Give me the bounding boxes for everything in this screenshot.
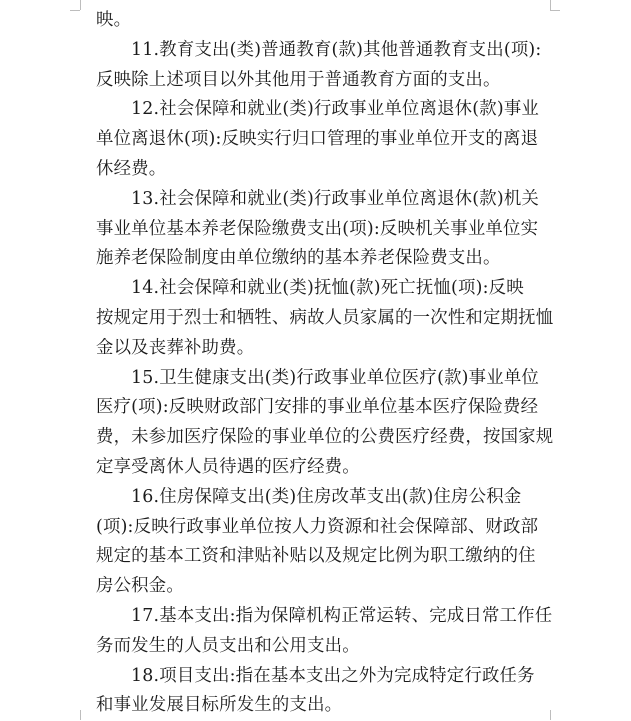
body-text	[96, 6, 554, 721]
text-line: 金以及丧葬补助费。	[96, 337, 255, 358]
text-line: 事业单位基本养老保险缴费支出(项):反映机关事业单位实	[96, 218, 539, 239]
crop-mark	[550, 710, 551, 720]
text-line: 13.社会保障和就业(类)行政事业单位离退休(款)机关	[131, 188, 540, 209]
crop-mark	[550, 0, 551, 10]
text-line: 16.住房保障支出(类)住房改革支出(款)住房公积金	[131, 486, 522, 507]
text-line: 务而发生的人员支出和公用支出。	[96, 635, 360, 656]
text-line: 映。	[96, 10, 132, 30]
text-line: 14.社会保障和就业(类)抚恤(款)死亡抚恤(项):反映	[131, 278, 524, 299]
text-line: 规定的基本工资和津贴补贴以及规定比例为职工缴纳的住	[96, 546, 536, 567]
text-line: 反映除上述项目以外其他用于普通教育方面的支出。	[96, 69, 501, 90]
text-line: 定享受离休人员待遇的医疗经费。	[96, 456, 360, 477]
crop-mark	[550, 10, 560, 11]
crop-mark	[80, 0, 81, 10]
crop-mark	[80, 710, 81, 720]
text-line: 医疗(项):反映财政部门安排的事业单位基本医疗保险费经	[96, 397, 539, 418]
text-line: 和事业发展目标所发生的支出。	[96, 695, 343, 716]
text-line: 费，未参加医疗保险的事业单位的公费医疗经费，按国家规	[96, 427, 554, 448]
text-line: 15.卫生健康支出(类)行政事业单位医疗(款)事业单位	[131, 367, 540, 388]
text-line: 单位离退休(项):反映实行归口管理的事业单位开支的离退	[96, 129, 539, 150]
text-line: 按规定用于烈士和牺牲、病故人员家属的一次性和定期抚恤	[96, 307, 554, 328]
crop-mark	[70, 10, 80, 11]
text-line: 休经费。	[96, 158, 167, 179]
text-line: 房公积金。	[96, 576, 184, 597]
text-line: 11.教育支出(类)普通教育(款)其他普通教育支出(项):	[131, 39, 542, 60]
text-line: 18.项目支出:指在基本支出之外为完成特定行政任务	[131, 665, 535, 686]
text-line: 施养老保险制度由单位缴纳的基本养老保险费支出。	[96, 248, 501, 269]
text-line: (项):反映行政事业单位按人力资源和社会保障部、财政部	[96, 516, 539, 537]
text-line: 12.社会保障和就业(类)行政事业单位离退休(款)事业	[131, 99, 540, 120]
text-line: 17.基本支出:指为保障机构正常运转、完成日常工作任	[131, 605, 553, 626]
